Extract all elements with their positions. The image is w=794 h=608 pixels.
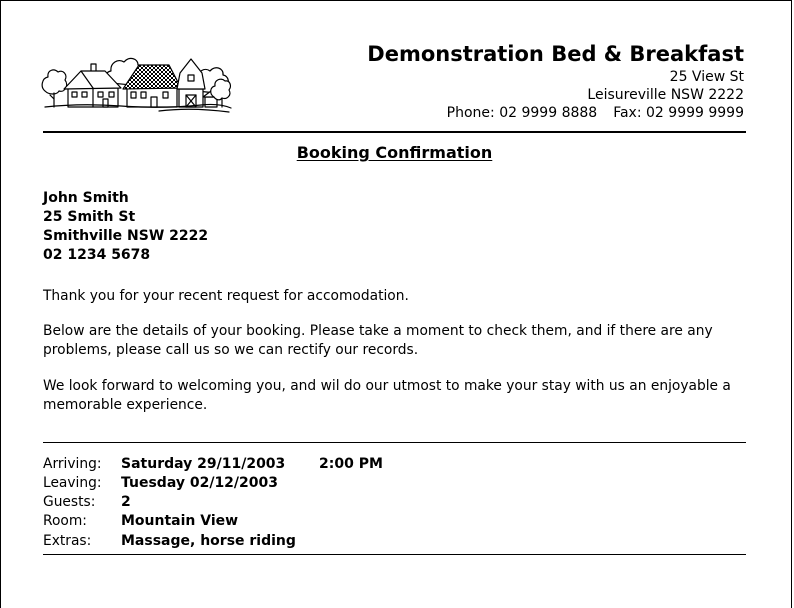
recipient-name: John Smith	[43, 189, 129, 206]
barn	[177, 59, 205, 107]
detail-row-leaving	[43, 474, 746, 493]
business-contact-line	[447, 104, 744, 122]
paragraph-line: Below are the details of your booking. Please take a moment to check them, and if there are any	[43, 322, 713, 339]
document-title	[43, 143, 746, 163]
detail-row-room	[43, 512, 746, 531]
arriving-label: Arriving:	[43, 455, 102, 472]
detail-row-extras	[43, 532, 746, 551]
phone-label: Phone:	[446, 105, 495, 121]
paragraph-details-notice	[43, 322, 713, 360]
phone-number: 02 9999 8888	[499, 105, 598, 121]
details-bottom-divider	[43, 554, 746, 555]
room-value: Mountain View	[121, 513, 239, 530]
business-street: 25 View St	[669, 69, 744, 85]
fax-number: 02 9999 9999	[646, 105, 744, 121]
detail-row-arriving	[43, 455, 746, 474]
arriving-time: 2:00 PM	[319, 455, 383, 472]
paragraph-thanks	[43, 287, 409, 306]
leaving-date: Tuesday 02/12/2003	[121, 474, 279, 491]
booking-details	[43, 455, 746, 551]
logo-illustration	[41, 47, 233, 115]
recipient-phone: 02 1234 5678	[43, 246, 151, 263]
extras-label: Extras:	[43, 532, 92, 549]
recipient-address	[43, 189, 208, 265]
arriving-date: Saturday 29/11/2003	[121, 455, 286, 472]
paragraph-line: memorable experience.	[43, 396, 208, 413]
fax-label: Fax:	[613, 105, 642, 121]
guests-value: 2	[121, 494, 131, 510]
tree-left	[42, 70, 66, 107]
room-label: Room:	[43, 513, 87, 530]
recipient-locality: Smithville NSW 2222	[43, 227, 209, 244]
paragraph-line: Thank you for your recent request for accomodation.	[43, 287, 409, 304]
leaving-label: Leaving:	[43, 474, 102, 491]
business-name: Demonstration Bed & Breakfast	[367, 42, 744, 66]
paragraph-welcome	[43, 377, 731, 415]
document-title-text: Booking Confirmation	[296, 143, 493, 162]
guests-label: Guests:	[43, 494, 96, 510]
recipient-street: 25 Smith St	[43, 208, 136, 225]
letterhead-divider	[43, 131, 746, 133]
detail-row-guests	[43, 493, 746, 512]
ground-line-lower	[159, 109, 229, 112]
business-locality: Leisureville NSW 2222	[587, 87, 744, 103]
paragraph-line: We look forward to welcoming you, and wil do our utmost to make your stay with us an enjoyable a	[43, 377, 731, 394]
details-top-divider	[43, 442, 746, 443]
extras-value: Massage, horse riding	[121, 532, 296, 549]
paragraph-line: problems, please call us so we can rectify our records.	[43, 341, 419, 358]
